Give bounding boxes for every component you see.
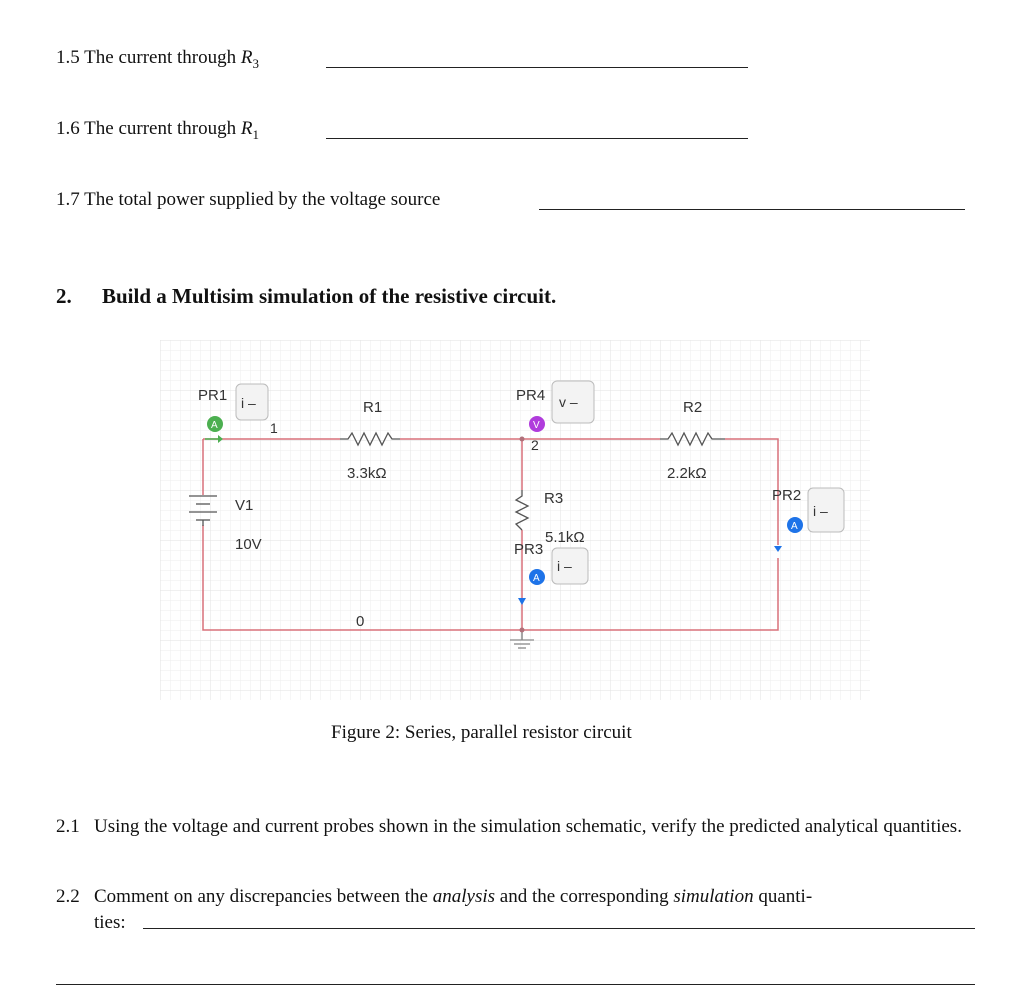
- probe-pr3-reading: i –: [557, 558, 572, 574]
- r1-value: 3.3kΩ: [347, 465, 387, 482]
- probe-pr3-name: PR3: [514, 541, 544, 558]
- variable: R: [240, 47, 253, 68]
- figure-caption: Figure 2: Series, parallel resistor circuit: [331, 722, 632, 743]
- node-2-label: 2: [531, 437, 539, 453]
- emphasis-analysis: analysis: [432, 886, 496, 907]
- text-segment: and the corresponding: [499, 886, 669, 907]
- junction-dot: [520, 628, 525, 633]
- question-text: The total power supplied by the voltage source: [84, 189, 441, 210]
- question-1-5: [56, 47, 259, 72]
- ammeter-icon-letter: A: [211, 420, 218, 431]
- probe-pr1-name: PR1: [198, 387, 228, 404]
- answer-line-1-5[interactable]: [326, 67, 748, 68]
- probe-pr2-name: PR2: [772, 487, 802, 504]
- v1-value: 10V: [235, 536, 262, 553]
- answer-line-1-7[interactable]: [539, 209, 965, 210]
- variable: R: [240, 118, 253, 139]
- probe-pr2-reading: i –: [813, 503, 828, 519]
- section-heading: [56, 284, 556, 309]
- circuit-schematic: [160, 340, 870, 700]
- ammeter-icon-letter: A: [791, 521, 798, 532]
- question-text: The current through: [84, 47, 237, 68]
- r3-value: 5.1kΩ: [545, 529, 585, 546]
- item-number: 2.2: [56, 886, 80, 907]
- question-1-6: [56, 118, 259, 143]
- voltmeter-icon-letter: V: [533, 420, 540, 431]
- subscript: 3: [252, 55, 259, 71]
- question-number: 1.7: [56, 189, 80, 210]
- question-number: 1.5: [56, 47, 80, 68]
- v1-label: V1: [235, 497, 254, 514]
- probe-pr4-reading: v –: [559, 394, 578, 410]
- item-text: Using the voltage and current probes shown in the simulation schematic, verify the predicted analytical quantities.: [94, 816, 962, 837]
- probe-pr1-reading: i –: [241, 395, 256, 411]
- item-2-1: [56, 814, 976, 840]
- emphasis-simulation: simulation: [673, 886, 754, 907]
- junction-dot: [520, 437, 525, 442]
- text-segment: Comment on any discrepancies between the: [94, 886, 428, 907]
- question-1-7: [56, 189, 440, 211]
- item-number: 2.1: [56, 816, 80, 837]
- section-title: Build a Multisim simulation of the resistive circuit.: [102, 284, 557, 308]
- section-number: 2.: [56, 284, 72, 308]
- r1-label: R1: [363, 399, 383, 416]
- text-segment: quanti-: [758, 886, 813, 907]
- node-1-label: 1: [270, 420, 278, 436]
- question-text: The current through: [84, 118, 237, 139]
- ammeter-icon-letter: A: [533, 573, 540, 584]
- subscript: 1: [252, 126, 259, 142]
- answer-line-1-6[interactable]: [326, 138, 748, 139]
- r2-label: R2: [683, 399, 703, 416]
- ground-node-label: 0: [356, 613, 365, 630]
- question-number: 1.6: [56, 118, 80, 139]
- answer-line-2-2[interactable]: [143, 928, 975, 929]
- probe-pr4-name: PR4: [516, 387, 546, 404]
- text-segment: ties:: [94, 912, 126, 933]
- r2-value: 2.2kΩ: [667, 465, 707, 482]
- answer-line-2-2-continued[interactable]: [56, 984, 975, 985]
- r3-label: R3: [544, 490, 564, 507]
